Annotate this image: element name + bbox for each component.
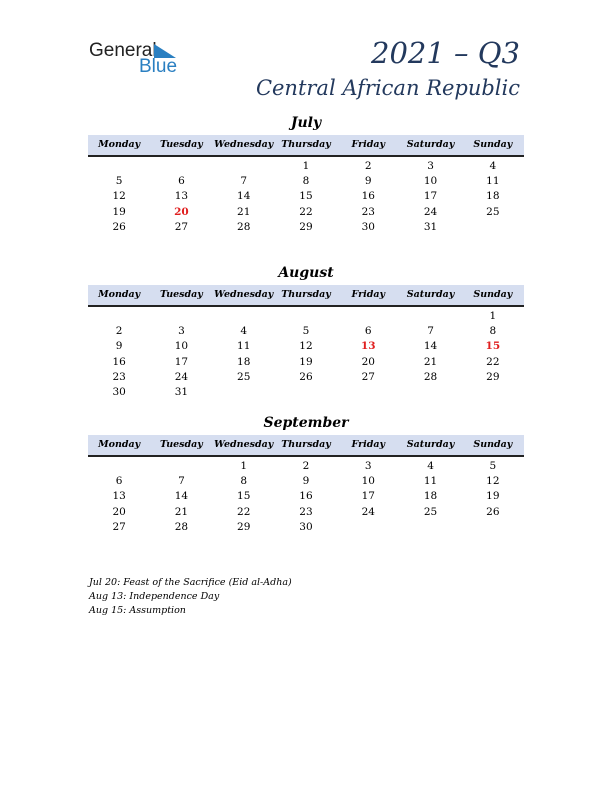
day-cell: 12 — [112, 190, 126, 203]
day-cell: 17 — [174, 355, 189, 368]
day-cell: 5 — [302, 325, 310, 338]
week-row — [88, 459, 524, 474]
weekday-label: Monday — [98, 139, 141, 150]
day-cell: 21 — [423, 355, 438, 368]
day-cell: 18 — [486, 190, 500, 203]
day-cell: 11 — [237, 340, 251, 353]
day-cell: 24 — [423, 205, 438, 218]
day-cell: 19 — [299, 355, 313, 368]
week-row — [88, 520, 524, 535]
day-cell: 3 — [364, 460, 372, 472]
week-row — [88, 474, 524, 489]
day-cell: 8 — [302, 175, 310, 188]
day-cell: 10 — [174, 340, 189, 353]
weekday-label: Thursday — [281, 139, 331, 150]
weekday-label: Tuesday — [160, 289, 203, 300]
day-cell — [275, 309, 337, 324]
day-cell: 27 — [174, 220, 189, 233]
month-name: July — [290, 115, 322, 131]
day-cell: 11 — [423, 475, 438, 488]
weekday-header — [88, 435, 524, 457]
weekday-header — [88, 135, 524, 157]
week-row — [88, 220, 524, 235]
weekday-label: Friday — [351, 289, 386, 300]
day-cell: 16 — [299, 490, 313, 503]
weekday-label: Wednesday — [214, 139, 274, 150]
day-cell: 11 — [486, 175, 500, 188]
weekday-label: Wednesday — [214, 289, 274, 300]
day-cell: 10 — [423, 175, 438, 188]
day-cell — [150, 309, 212, 324]
day-cell: 13 — [174, 190, 189, 203]
weekday-label: Saturday — [406, 289, 455, 300]
day-cell — [213, 159, 275, 174]
day-cell: 9 — [364, 175, 372, 188]
day-cell — [88, 309, 150, 324]
month-name: September — [263, 415, 349, 431]
month-calendar — [88, 415, 524, 535]
day-cell: 7 — [427, 325, 434, 338]
holiday-notes — [89, 576, 292, 618]
month-name: August — [278, 265, 334, 281]
day-cell — [399, 309, 461, 324]
weekday-label: Tuesday — [160, 439, 203, 450]
day-cell — [462, 385, 524, 400]
day-cell: 27 — [112, 520, 126, 533]
day-cell: 30 — [112, 385, 126, 398]
week-row — [88, 159, 524, 174]
day-cell: 25 — [486, 205, 500, 218]
week-row — [88, 174, 524, 189]
day-cell: 6 — [115, 475, 123, 488]
day-cell: 5 — [489, 460, 497, 472]
week-row — [88, 189, 524, 204]
day-cell: 14 — [423, 340, 438, 353]
day-cell: 28 — [423, 370, 438, 383]
day-cell — [275, 385, 337, 400]
day-cell: 24 — [174, 370, 189, 383]
week-row — [88, 309, 524, 324]
holiday-note: Aug 13: Independence Day — [89, 591, 220, 602]
week-row — [88, 339, 524, 354]
day-cell: 28 — [174, 520, 189, 533]
day-cell: 15 — [299, 190, 313, 203]
day-cell: 15 — [237, 490, 251, 503]
day-cell: 25 — [423, 505, 438, 518]
holiday-day: 15 — [485, 340, 501, 353]
day-cell: 30 — [361, 220, 375, 233]
day-cell: 21 — [174, 505, 189, 518]
day-cell: 20 — [112, 505, 126, 518]
weekday-label: Sunday — [473, 439, 513, 450]
weekday-label: Thursday — [281, 439, 331, 450]
day-cell: 27 — [361, 370, 375, 383]
day-cell: 5 — [115, 175, 123, 188]
day-cell — [399, 385, 461, 400]
month-calendar — [88, 265, 524, 400]
day-cell: 16 — [361, 190, 375, 203]
logo-general: General — [89, 40, 157, 61]
day-cell: 29 — [486, 370, 500, 383]
day-cell — [462, 520, 524, 535]
weekday-label: Friday — [351, 139, 386, 150]
day-cell — [88, 459, 150, 474]
day-cell: 1 — [240, 460, 248, 472]
day-cell: 8 — [240, 475, 248, 488]
day-cell — [213, 385, 275, 400]
weekday-label: Friday — [351, 439, 386, 450]
day-cell: 29 — [237, 520, 251, 533]
day-cell: 31 — [174, 385, 189, 398]
weekday-label: Saturday — [406, 439, 455, 450]
day-cell — [399, 520, 461, 535]
day-cell — [150, 159, 212, 174]
day-cell: 14 — [237, 190, 251, 203]
page-title: 2021 – Q3 — [371, 36, 520, 70]
day-cell: 23 — [361, 205, 375, 218]
day-cell: 30 — [299, 520, 313, 533]
week-row — [88, 205, 524, 220]
day-cell: 3 — [427, 160, 434, 172]
day-cell: 23 — [299, 505, 313, 518]
day-cell: 19 — [486, 490, 500, 503]
week-row — [88, 355, 524, 370]
month-calendar — [88, 115, 524, 235]
day-cell — [213, 309, 275, 324]
day-cell: 18 — [423, 490, 438, 503]
day-cell: 4 — [240, 325, 248, 338]
day-cell: 3 — [178, 325, 185, 338]
day-cell: 23 — [112, 370, 126, 383]
day-cell — [150, 459, 212, 474]
weekday-label: Saturday — [406, 139, 455, 150]
day-cell: 14 — [174, 490, 189, 503]
day-cell: 1 — [489, 310, 497, 322]
week-row — [88, 370, 524, 385]
weekday-label: Thursday — [281, 289, 331, 300]
logo-blue: Blue — [139, 56, 178, 77]
holiday-note: Jul 20: Feast of the Sacrifice (Eid al-Adha) — [89, 577, 292, 588]
day-cell: 28 — [237, 220, 251, 233]
day-cell: 26 — [112, 220, 126, 233]
country-name: Central African Republic — [255, 76, 520, 100]
weekday-label: Wednesday — [214, 439, 274, 450]
day-cell: 13 — [112, 490, 126, 503]
weekday-label: Monday — [98, 289, 141, 300]
day-cell: 7 — [240, 175, 248, 188]
day-cell: 18 — [237, 355, 251, 368]
day-cell: 1 — [302, 160, 310, 172]
holiday-day: 20 — [174, 205, 189, 218]
day-cell: 12 — [486, 475, 500, 488]
day-cell: 17 — [423, 190, 438, 203]
day-cell: 22 — [237, 505, 251, 518]
holiday-day: 13 — [360, 340, 376, 353]
weekday-header — [88, 285, 524, 307]
day-cell: 9 — [115, 340, 123, 353]
day-cell: 8 — [489, 325, 497, 338]
day-cell: 19 — [112, 205, 126, 218]
day-cell: 6 — [364, 325, 372, 338]
day-cell: 20 — [361, 355, 375, 368]
weekday-label: Tuesday — [160, 139, 203, 150]
weekday-label: Sunday — [473, 289, 513, 300]
day-cell: 2 — [302, 460, 310, 472]
day-cell: 31 — [423, 220, 438, 233]
weekday-label: Monday — [98, 439, 141, 450]
week-row — [88, 324, 524, 339]
day-cell: 9 — [302, 475, 310, 488]
day-cell — [337, 520, 399, 535]
day-cell: 2 — [364, 160, 372, 172]
day-cell: 7 — [178, 475, 185, 488]
day-cell: 26 — [486, 505, 500, 518]
day-cell: 26 — [299, 370, 313, 383]
day-cell: 10 — [361, 475, 375, 488]
day-cell — [462, 220, 524, 235]
day-cell: 24 — [361, 505, 375, 518]
week-row — [88, 505, 524, 520]
day-cell: 4 — [427, 460, 434, 472]
day-cell — [337, 385, 399, 400]
day-cell: 2 — [115, 325, 123, 338]
weekday-label: Sunday — [473, 139, 513, 150]
day-cell — [88, 159, 150, 174]
day-cell: 16 — [112, 355, 126, 368]
day-cell: 21 — [237, 205, 251, 218]
day-cell: 25 — [237, 370, 251, 383]
week-row — [88, 385, 524, 400]
day-cell: 4 — [489, 160, 497, 172]
day-cell: 6 — [178, 175, 185, 188]
day-cell: 29 — [299, 220, 313, 233]
day-cell: 12 — [299, 340, 313, 353]
holiday-note: Aug 15: Assumption — [89, 605, 186, 616]
week-row — [88, 489, 524, 504]
day-cell — [337, 309, 399, 324]
day-cell: 17 — [361, 490, 375, 503]
day-cell: 22 — [299, 205, 313, 218]
day-cell: 22 — [486, 355, 500, 368]
